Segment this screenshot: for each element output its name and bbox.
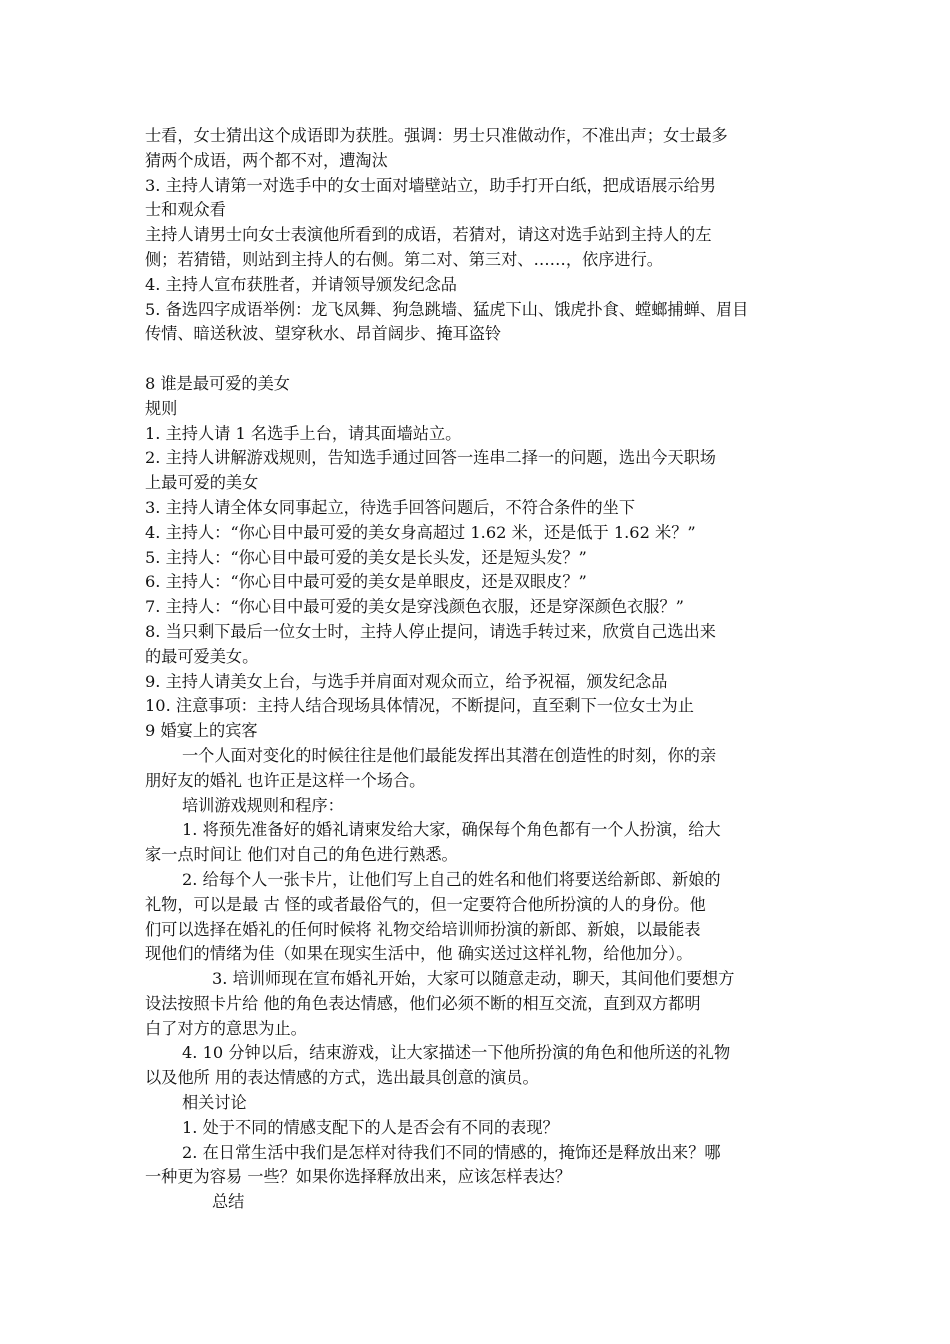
text-line: 8 谁是最可爱的美女: [145, 373, 290, 393]
text-line: 1. 将预先准备好的婚礼请柬发给大家，确保每个角色都有一个人扮演，给大: [182, 820, 721, 840]
text-line: 10. 注意事项：主持人结合现场具体情况，不断提问，直至剩下一位女士为止: [145, 696, 694, 716]
text-line: 白了对方的意思为止。: [145, 1018, 307, 1038]
text-line: 传情、暗送秋波、望穿秋水、昂首阔步、掩耳盗铃: [145, 324, 502, 344]
text-line: 的最可爱美女。: [145, 646, 259, 666]
text-line: 5. 主持人：“你心目中最可爱的美女是长头发，还是短头发？”: [145, 547, 587, 567]
text-line: 礼物，可以是最 古 怪的或者最俗气的，但一定要符合他所扮演的人的身份。他: [145, 894, 706, 914]
text-line: 3. 主持人请第一对选手中的女士面对墙壁站立，助手打开白纸，把成语展示给男: [145, 175, 716, 195]
text-line: 1. 处于不同的情感支配下的人是否会有不同的表现？: [182, 1117, 559, 1137]
text-line: 7. 主持人：“你心目中最可爱的美女是穿浅颜色衣服，还是穿深颜色衣服？”: [145, 597, 684, 617]
text-line: 一个人面对变化的时候往往是他们最能发挥出其潜在创造性的时刻，你的亲: [182, 745, 717, 765]
text-line: 相关讨论: [182, 1093, 247, 1113]
text-line: 4. 10 分钟以后，结束游戏，让大家描述一下他所扮演的角色和他所送的礼物: [182, 1043, 731, 1063]
text-line: 3. 培训师现在宣布婚礼开始，大家可以随意走动，聊天，其间他们要想方: [212, 969, 735, 989]
text-line: 士和观众看: [145, 200, 226, 220]
text-line: 士看，女士猜出这个成语即为获胜。强调：男士只准做动作，不准出声；女士最多: [145, 126, 728, 145]
text-line: 侧；若猜错，则站到主持人的右侧。第二对、第三对、……，依序进行。: [145, 249, 663, 269]
text-line: 现他们的情绪为佳（如果在现实生活中，他 确实送过这样礼物，给他加分）。: [145, 944, 693, 964]
text-line: 上最可爱的美女: [145, 473, 259, 493]
text-line: 设法按照卡片给 他的角色表达情感，他们必须不断的相互交流，直到双方都明: [145, 993, 701, 1013]
text-line: 一种更为容易 一些？如果你选择释放出来，应该怎样表达？: [145, 1167, 572, 1187]
text-line: 家一点时间让 他们对自己的角色进行熟悉。: [145, 845, 458, 865]
text-line: 8. 当只剩下最后一位女士时，主持人停止提问，请选手转过来，欣赏自己选出来: [145, 621, 716, 641]
document-page: [145, 124, 811, 1215]
text-line: 4. 主持人宣布获胜者，并请领导颁发纪念品: [145, 274, 457, 294]
text-line: 猜两个成语，两个都不对，遭淘汰: [145, 150, 388, 170]
text-line: 9 婚宴上的宾客: [145, 721, 258, 741]
text-line: 规则: [145, 398, 178, 418]
text-line: 主持人请男士向女士表演他所看到的成语，若猜对，请这对选手站到主持人的左: [145, 225, 712, 245]
blank-line: [145, 347, 811, 372]
text-line: 朋好友的婚礼 也许正是这样一个场合。: [145, 770, 426, 790]
text-line: 们可以选择在婚礼的任何时候将 礼物交给培训师扮演的新郎、新娘，以最能表: [145, 919, 701, 939]
text-line: 2. 在日常生活中我们是怎样对待我们不同的情感的，掩饰还是释放出来？哪: [182, 1142, 721, 1162]
text-line: 4. 主持人：“你心目中最可爱的美女身高超过 1.62 米，还是低于 1.62 米？”: [145, 522, 696, 542]
text-line: 总结: [212, 1192, 245, 1212]
text-line: 9. 主持人请美女上台，与选手并肩面对观众而立，给予祝福，颁发纪念品: [145, 671, 668, 691]
text-line: 1. 主持人请 1 名选手上台，请其面墙站立。: [145, 423, 462, 443]
text-line: 3. 主持人请全体女同事起立，待选手回答问题后，不符合条件的坐下: [145, 497, 636, 517]
text-line: 以及他所 用的表达情感的方式，选出最具创意的演员。: [145, 1068, 539, 1088]
text-line: 2. 给每个人一张卡片，让他们写上自己的姓名和他们将要送给新郎、新娘的: [182, 869, 721, 889]
text-line: 6. 主持人：“你心目中最可爱的美女是单眼皮，还是双眼皮？”: [145, 572, 587, 592]
text-line: 5. 备选四字成语举例：龙飞凤舞、狗急跳墙、猛虎下山、饿虎扑食、螳螂捕蝉、眉目: [145, 299, 749, 319]
text-line: 培训游戏规则和程序：: [182, 795, 344, 815]
text-line: 2. 主持人讲解游戏规则，告知选手通过回答一连串二择一的问题，选出今天职场: [145, 448, 716, 468]
